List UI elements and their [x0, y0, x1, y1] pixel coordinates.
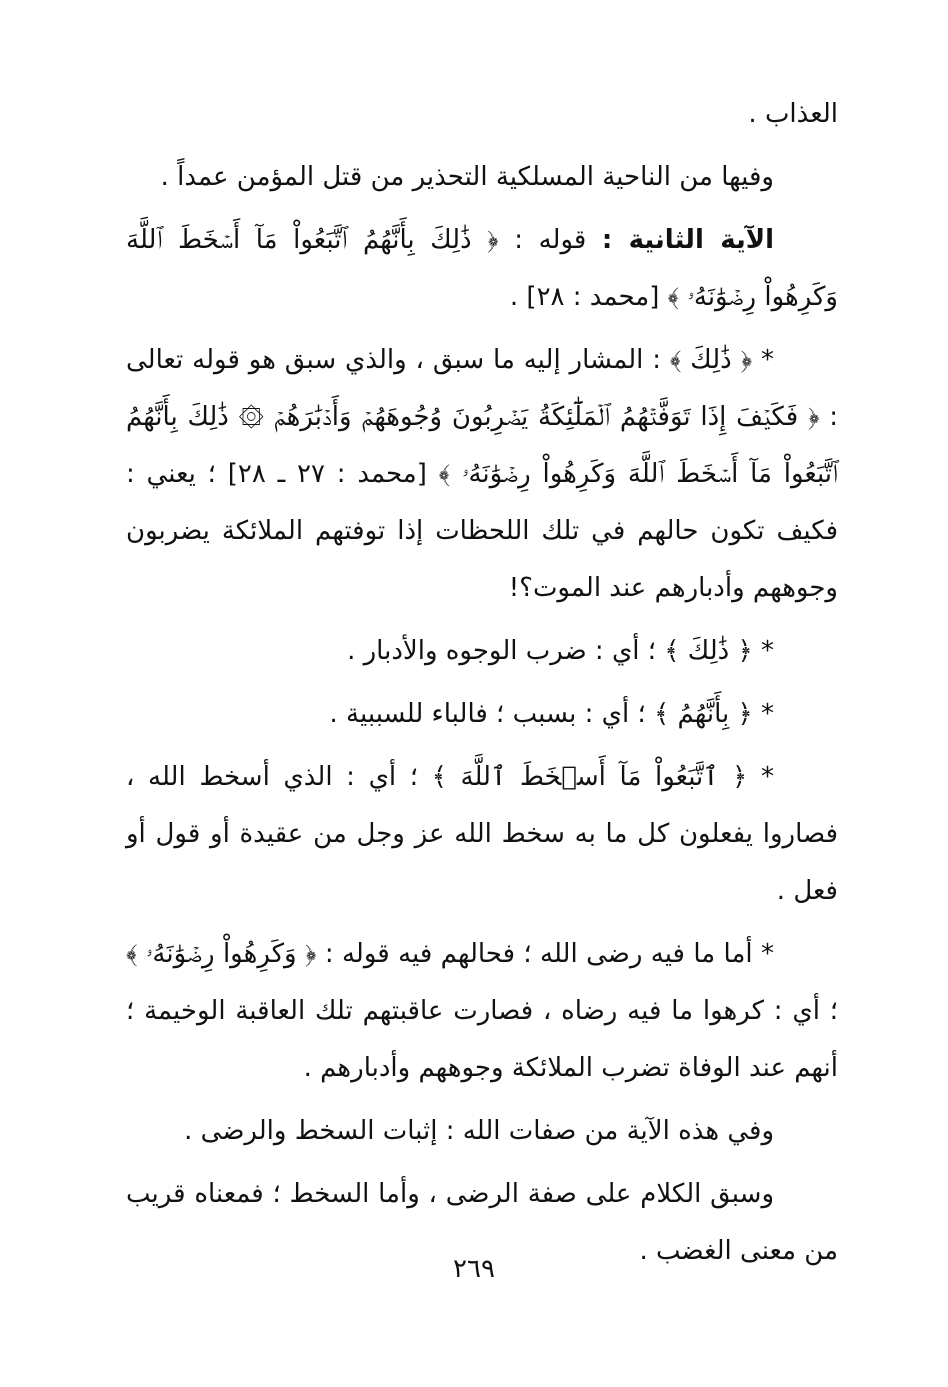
section-heading: الآية الثانية :: [601, 225, 775, 255]
page-number: ٢٦٩: [453, 1254, 495, 1284]
paragraph-text: قوله : ﴿ ذَٰلِكَ بِأَنَّهُمُ ٱتَّبَعُواْ مَآ أَسۡخَطَ ٱللَّهَ وَكَرِهُواْ رِضۡوَٰنَهُۥ ﴾ [محمد : ٢٨] .: [126, 225, 838, 312]
paragraph-text: العذاب .: [748, 99, 838, 129]
paragraph-ridwan: [126, 926, 838, 1097]
paragraph-text: وفيها من الناحية المسلكية التحذير من قتل المؤمن عمداً .: [160, 162, 774, 192]
paragraph-bi-annahum: [126, 686, 838, 743]
paragraph-text: * ﴿ بِأَنَّهُمُ ﴾ ؛ أي : بسبب ؛ فالباء للسببية .: [329, 699, 774, 729]
paragraph-continuation: [126, 86, 838, 143]
paragraph-warning: [126, 149, 838, 206]
paragraph-dhalika-meaning: [126, 623, 838, 680]
paragraph-ittabau: [126, 749, 838, 920]
paragraph-text: وسبق الكلام على صفة الرضى ، وأما السخط ؛ فمعناه قريب من معنى الغضب .: [126, 1179, 838, 1266]
paragraph-text: * ﴿ ذَٰلِكَ ﴾ : المشار إليه ما سبق ، والذي سبق هو قوله تعالى : ﴿ فَكَيۡفَ إِذَا تَوَفَّتۡهُمُ ٱلۡمَلَٰٓئِكَةُ يَضۡرِبُونَ وُجُوهَهُمۡ وَأَدۡبَٰرَهُمۡ ۞ ذَٰلِكَ بِأَنَّهُمُ ٱتَّبَعُواْ مَآ أَسۡخَطَ ٱللَّهَ وَكَرِهُواْ رِضۡوَٰنَهُۥ ﴾ [محمد : ٢٧ ـ ٢٨] ؛ يعني : فكيف تكون حالهم في تلك اللحظات إذا توفتهم الملائكة يضربون وجوههم وأدبارهم عند الموت؟!: [126, 345, 838, 603]
paragraph-dhalika-explanation: [126, 332, 838, 617]
paragraph-text: * ﴿ ٱتَّبَعُواْ مَآ أَسۡخَطَ ٱللَّهَ ﴾ ؛ أي : الذي أسخط الله ، فصاروا يفعلون كل ما به سخط الله عز وجل من عقيدة أو قول أو فعل .: [126, 762, 838, 906]
paragraph-attributes: [126, 1103, 838, 1160]
paragraph-text: وفي هذه الآية من صفات الله : إثبات السخط والرضى .: [184, 1116, 774, 1146]
page-body-text: [126, 86, 838, 1286]
paragraph-text: * أما ما فيه رضى الله ؛ فحالهم فيه قوله : ﴿ وَكَرِهُواْ رِضۡوَٰنَهُۥ ﴾ ؛ أي : كرهوا ما فيه رضاه ، فصارت عاقبتهم تلك العاقبة الوخيمة ؛ أنهم عند الوفاة تضرب الملائكة وجوههم وأدبارهم .: [126, 939, 838, 1083]
paragraph-text: * ﴿ ذَٰلِكَ ﴾ ؛ أي : ضرب الوجوه والأدبار .: [347, 636, 774, 666]
paragraph-second-verse: [126, 212, 838, 326]
